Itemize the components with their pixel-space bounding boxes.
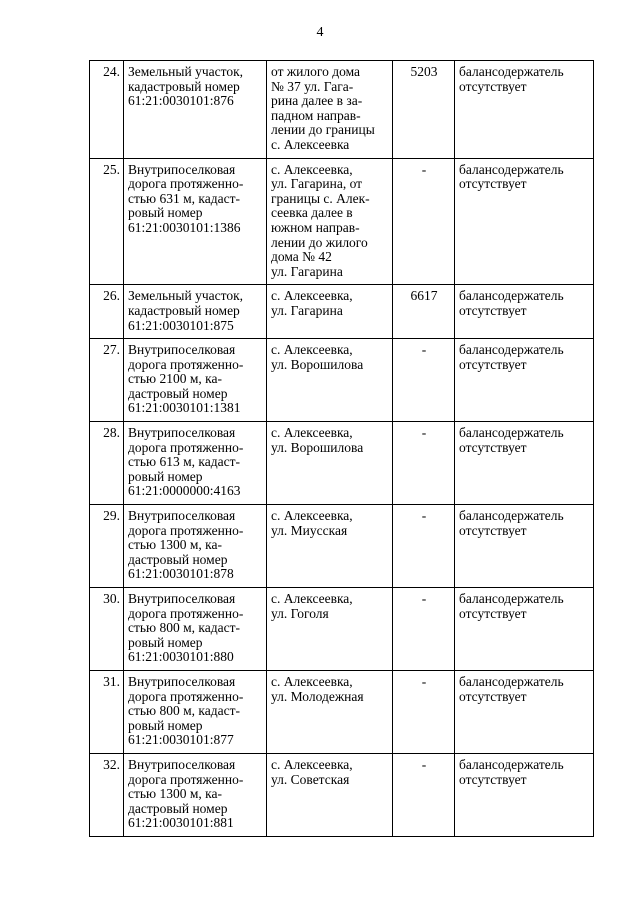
table-row [90, 339, 594, 422]
row-number: 26. [90, 285, 124, 339]
balance-holder: балансодержатель отсутствует [455, 422, 594, 505]
registry-table-body [90, 61, 594, 837]
object-location: с. Алексеевка, ул. Миусская [267, 505, 393, 588]
row-number: 27. [90, 339, 124, 422]
object-location: с. Алексеевка, ул. Гагарина, от границы с. Алек- сеевка далее в южном направ- лении до жилого дома № 42 ул. Гагарина [267, 158, 393, 285]
object-area: 6617 [393, 285, 455, 339]
table-row [90, 422, 594, 505]
table-row [90, 158, 594, 285]
row-number: 25. [90, 158, 124, 285]
object-area: - [393, 753, 455, 836]
object-name: Внутрипоселковая дорога протяженно- стью 800 м, кадаст- ровый номер 61:21:0030101:880 [124, 588, 267, 671]
row-number: 24. [90, 61, 124, 159]
table-row [90, 588, 594, 671]
balance-holder: балансодержатель отсутствует [455, 753, 594, 836]
object-area: - [393, 339, 455, 422]
object-area: - [393, 158, 455, 285]
table-row [90, 505, 594, 588]
object-location: с. Алексеевка, ул. Ворошилова [267, 422, 393, 505]
row-number: 29. [90, 505, 124, 588]
object-location: с. Алексеевка, ул. Гагарина [267, 285, 393, 339]
table-row [90, 670, 594, 753]
object-name: Внутрипоселковая дорога протяженно- стью 1300 м, ка- дастровый номер 61:21:0030101:878 [124, 505, 267, 588]
balance-holder: балансодержатель отсутствует [455, 670, 594, 753]
balance-holder: балансодержатель отсутствует [455, 505, 594, 588]
object-location: с. Алексеевка, ул. Гоголя [267, 588, 393, 671]
object-name: Внутрипоселковая дорога протяженно- стью 2100 м, ка- дастровый номер 61:21:0030101:1381 [124, 339, 267, 422]
object-location: от жилого дома № 37 ул. Гага- рина далее в за- падном направ- лении до границы с. Алексеевка [267, 61, 393, 159]
object-area: - [393, 670, 455, 753]
object-area: - [393, 588, 455, 671]
object-name: Земельный участок, кадастровый номер 61:21:0030101:875 [124, 285, 267, 339]
object-name: Внутрипоселковая дорога протяженно- стью 613 м, кадаст- ровый номер 61:21:0000000:4163 [124, 422, 267, 505]
object-area: - [393, 505, 455, 588]
balance-holder: балансодержатель отсутствует [455, 339, 594, 422]
object-name: Внутрипоселковая дорога протяженно- стью 800 м, кадаст- ровый номер 61:21:0030101:877 [124, 670, 267, 753]
row-number: 28. [90, 422, 124, 505]
table-row [90, 61, 594, 159]
object-location: с. Алексеевка, ул. Ворошилова [267, 339, 393, 422]
object-location: с. Алексеевка, ул. Советская [267, 753, 393, 836]
object-name: Внутрипоселковая дорога протяженно- стью 1300 м, ка- дастровый номер 61:21:0030101:881 [124, 753, 267, 836]
property-registry-table [89, 60, 594, 837]
row-number: 32. [90, 753, 124, 836]
object-name: Внутрипоселковая дорога протяженно- стью 631 м, кадаст- ровый номер 61:21:0030101:1386 [124, 158, 267, 285]
object-area: 5203 [393, 61, 455, 159]
table-row [90, 753, 594, 836]
object-name: Земельный участок, кадастровый номер 61:21:0030101:876 [124, 61, 267, 159]
balance-holder: балансодержатель отсутствует [455, 61, 594, 159]
object-location: с. Алексеевка, ул. Молодежная [267, 670, 393, 753]
page-number: 4 [316, 25, 324, 40]
balance-holder: балансодержатель отсутствует [455, 285, 594, 339]
balance-holder: балансодержатель отсутствует [455, 588, 594, 671]
table-row [90, 285, 594, 339]
row-number: 31. [90, 670, 124, 753]
balance-holder: балансодержатель отсутствует [455, 158, 594, 285]
row-number: 30. [90, 588, 124, 671]
object-area: - [393, 422, 455, 505]
